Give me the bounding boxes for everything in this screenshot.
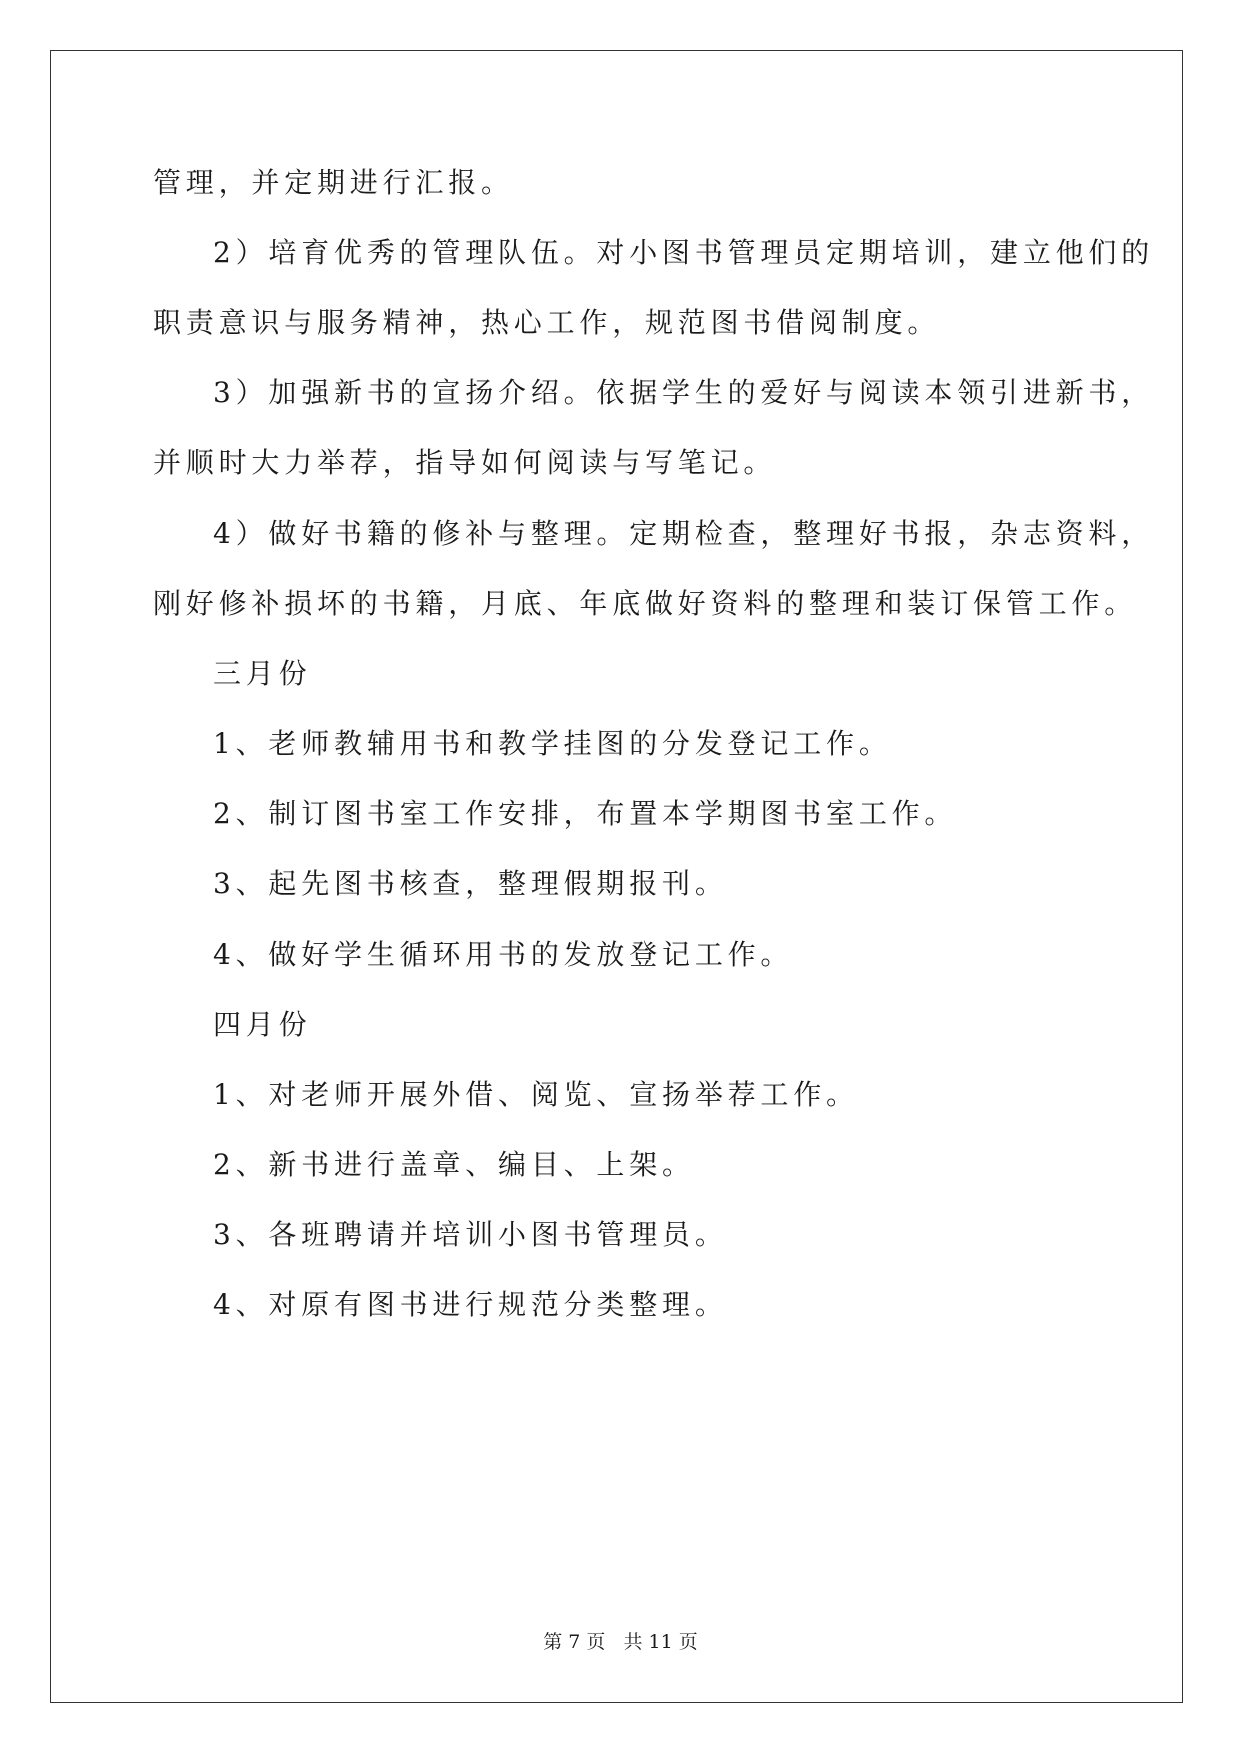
text-line: 并顺时大力举荐，指导如何阅读与写笔记。 (153, 446, 777, 479)
list-item: 1、老师教辅用书和教学挂图的分发登记工作。 (213, 727, 892, 760)
text-line: 4）做好书籍的修补与整理。定期检查，整理好书报，杂志资料， (213, 517, 1155, 550)
list-item: 3、起先图书核查，整理假期报刊。 (213, 867, 728, 900)
list-item: 1、对老师开展外借、阅览、宣扬举荐工作。 (213, 1078, 859, 1111)
list-item: 3、各班聘请并培训小图书管理员。 (213, 1218, 728, 1251)
text-line: 3）加强新书的宣扬介绍。依据学生的爱好与阅读本领引进新书， (213, 376, 1155, 409)
text-line: 管理，并定期进行汇报。 (153, 166, 514, 199)
list-item: 2、制订图书室工作安排，布置本学期图书室工作。 (213, 797, 958, 830)
text-line: 职责意识与服务精神，热心工作，规范图书借阅制度。 (153, 306, 941, 339)
text-line: 2）培育优秀的管理队伍。对小图书管理员定期培训，建立他们的 (213, 236, 1155, 269)
section-heading-march: 三月份 (213, 657, 312, 690)
text-line: 刚好修补损坏的书籍，月底、年底做好资料的整理和装订保管工作。 (153, 587, 1138, 620)
page-number: 第 7 页 共 11 页 (543, 1631, 698, 1653)
list-item: 2、新书进行盖章、编目、上架。 (213, 1148, 695, 1181)
section-heading-april: 四月份 (213, 1008, 312, 1041)
list-item: 4、做好学生循环用书的发放登记工作。 (213, 938, 794, 971)
list-item: 4、对原有图书进行规范分类整理。 (213, 1288, 728, 1321)
